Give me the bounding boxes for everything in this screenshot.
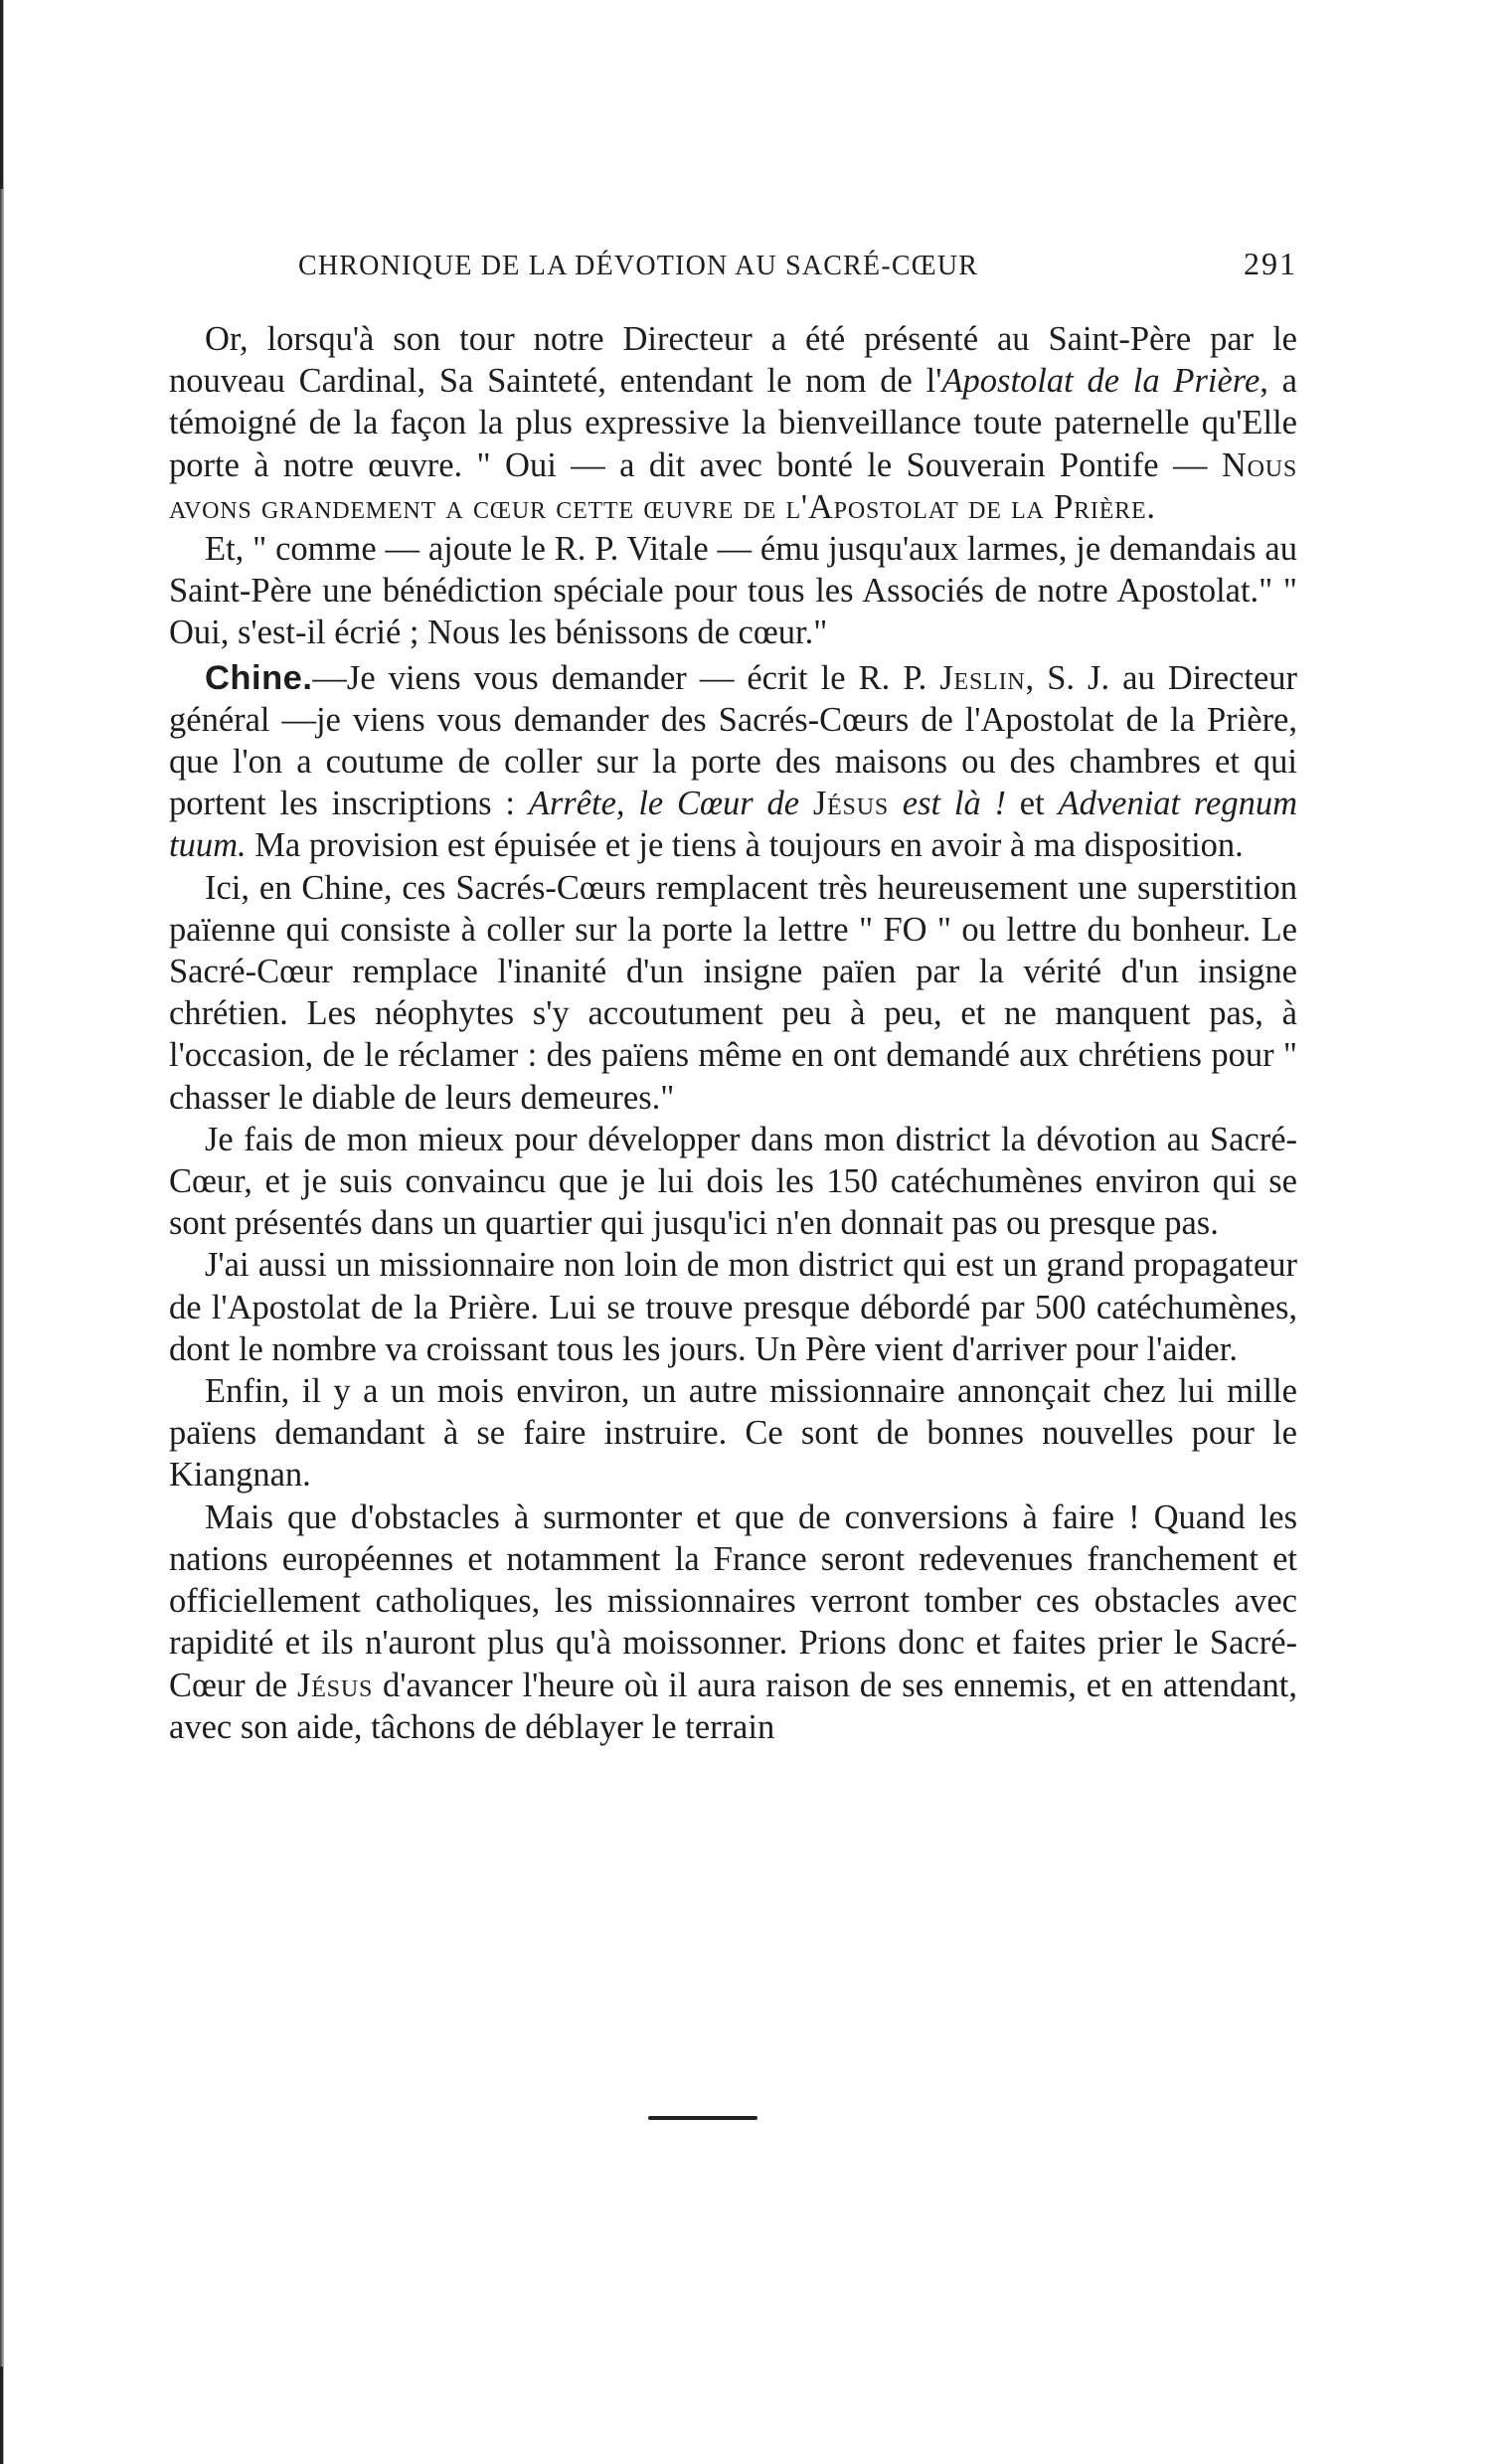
text-run: , S. J. au Directeur général —je viens vous demander des Sacrés-Cœurs de l'Apostolat de la Prière, que l'on a coutume de coller sur la porte des maisons ou des chambres et qui portent les inscriptions : (169, 658, 1297, 823)
text-run: Mais que d'obstacles à surmonter et que de conversions à faire ! Quand les nations européennes et notamment la France seront redevenues franchement et officiellement catholiques, les missionnaires verront tomber ces obstacles avec rapidité et ils n'auront plus qu'à moissonner. Prions donc et faites prier le Sacré-Cœur de (169, 1497, 1297, 1704)
italic-title: Apostolat de la Prière (941, 362, 1260, 401)
paragraph-superstition (169, 867, 1297, 1119)
text-run: Je fais de mon mieux pour développer dans mon district la dévotion au Sacré-Cœur, et je suis convaincu que je lui dois les 150 catéchumènes environ qui se sont présentés dans un quartier qui jusqu'ici n'en donnait pas ou presque pas. (169, 1120, 1297, 1243)
paragraph-audience (169, 318, 1297, 528)
italic-inscription: Arrête, le Cœur de (528, 785, 800, 823)
small-caps-quote: Nous avons grandement a cœur cette œuvre de l'Apostolat de la Prière (169, 445, 1297, 526)
page-number: 291 (1244, 246, 1297, 281)
text-run: —Je viens vous demander — écrit le R. P. (312, 658, 940, 697)
small-caps-name: Jésus (812, 785, 889, 823)
end-rule-divider (648, 2116, 757, 2120)
text-run: . (1146, 487, 1156, 526)
text-run (889, 785, 903, 822)
text-run: Et, " comme — ajoute le R. P. Vitale — ému jusqu'aux larmes, je demandais au Saint-Père une bénédiction spéciale pour tous les Associés de notre Apostolat." " Oui, s'est-il écrié ; Nous les bénissons de cœur." (169, 530, 1297, 652)
page-edge-mark (0, 0, 3, 189)
page-left-edge (0, 0, 4, 2464)
text-run: Ici, en Chine, ces Sacrés-Cœurs remplacent très heureusement une superstition païenne qui consiste à coller sur la porte la lettre " FO " ou lettre du bonheur. Le Sacré-Cœur remplace l'inanité d'un insigne païen par la vérité d'un insigne chrétien. Les néophytes s'y accoutument peu à peu, et ne manquent pas, à l'occasion, de le réclamer : des païens même en ont demandé aux chrétiens pour " chasser le diable de leurs demeures." (169, 868, 1297, 1117)
italic-inscription: est là ! (902, 785, 1007, 823)
running-header (298, 246, 1297, 282)
section-heading-chine: Chine. (205, 658, 313, 697)
paragraph-obstacles (169, 1496, 1297, 1748)
page-edge-mark (0, 2367, 3, 2464)
text-run: Enfin, il y a un mois environ, un autre missionnaire annonçait chez lui mille païens demandant à se faire instruire. Ce sont de bonnes nouvelles pour le Kiangnan. (169, 1372, 1297, 1495)
italic-inscription: Adveniat regnum tuum. (169, 785, 1298, 865)
paragraph-chine (169, 657, 1297, 867)
author-name: Jeslin (939, 658, 1026, 697)
paragraph-vitale (169, 528, 1297, 654)
paragraph-district (169, 1119, 1297, 1245)
small-caps-name: Jésus (297, 1666, 374, 1704)
text-run (799, 785, 813, 822)
paragraph-kiangnan (169, 1370, 1297, 1496)
body-text (169, 318, 1297, 1748)
text-run: J'ai aussi un missionnaire non loin de mon district qui est un grand propagateur de l'Apostolat de la Prière. Lui se trouve presque débordé par 500 catéchumènes, dont le nombre va croissant tous les jours. Un Père vient d'arriver pour l'aider. (169, 1246, 1297, 1368)
text-run: et (1006, 785, 1059, 823)
text-run: Ma provision est épuisée et je tiens à toujours en avoir à ma disposition. (246, 826, 1244, 865)
text-run: d'avancer l'heure où il aura raison de ses ennemis, et en attendant, avec son aide, tâchons de déblayer le terrain (169, 1666, 1298, 1746)
text-run: Or, lorsqu'à son tour notre Directeur a été présenté au Saint-Père par le nouveau Cardinal, Sa Sainteté, entendant le nom de l' (169, 320, 1297, 401)
paragraph-missionary (169, 1244, 1297, 1370)
text-run: , a témoigné de la façon la plus expressive la bienveillance toute paternelle qu'Elle porte à notre œuvre. " Oui — a dit avec bonté le Souverain Pontife — (169, 362, 1297, 484)
running-title: CHRONIQUE DE LA DÉVOTION AU SACRÉ-CŒUR (298, 251, 979, 281)
